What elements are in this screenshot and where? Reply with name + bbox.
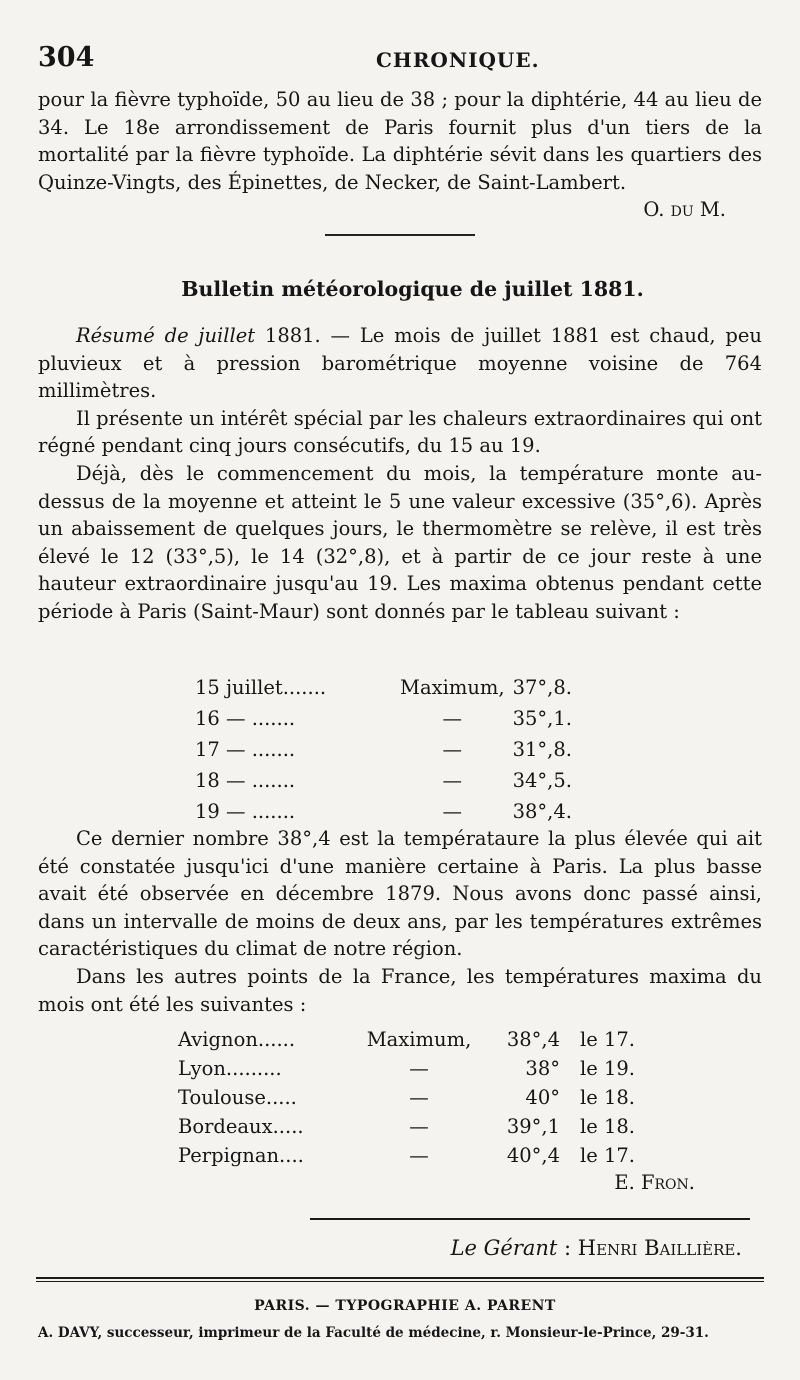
measure-cell: — [442,800,463,823]
day-cell: le 19. [580,1057,635,1080]
regions-paragraph: Dans les autres points de la France, les températures maxima du mois ont été les suivantes : [38,964,762,1016]
date-cell: 16 — ....... [195,707,296,730]
bulletin-signature: E. Fron. [614,1171,695,1194]
date-cell: 18 — ....... [195,769,296,792]
day-cell: le 18. [580,1115,635,1138]
city-cell: Lyon......... [178,1057,282,1080]
bulletin-text [38,322,762,626]
measure-cell: — [409,1115,429,1138]
temperature-cell: 38°,4. [512,800,572,823]
temperature-cell: 35°,1. [512,707,572,730]
paris-maxima-table [195,676,623,831]
continued-article [38,86,762,224]
summary-text: 1881. — Le mois de juillet 1881 est chaud, peu pluvieux et à pression barométrique moyenne voisine de 764 millimètres. [38,324,762,403]
footer-rule-bottom [36,1281,764,1282]
measure-cell: Maximum, [400,676,505,699]
heat-paragraph: Il présente un intérêt spécial par les chaleurs extraordinaires qui ont régné pendant cinq jours consécutifs, du 15 au 19. [38,406,762,458]
continued-paragraph: pour la fièvre typhoïde, 50 au lieu de 38 ; pour la diphtérie, 44 au lieu de 34. Le 18e arrondissement de Paris fournit plus d'un tiers de la mortalité par la fièvre typhoïde. La diphtérie sévit dans les quartiers des Quinze-Vingts, des Épinettes, de Necker, de Saint-Lambert. [38,88,762,194]
table-row [178,1057,660,1086]
record-paragraph: Ce dernier nombre 38°,4 est la températaure la plus élevée qui ait été constatée jusqu'ici d'une manière certaine à Paris. La plus basse avait été observée en décembre 1879. Nous avons donc passé ainsi, dans un intervalle de moins de deux ans, par les températures extrêmes caractéristiques du climat de notre région. [38,827,762,961]
temperature-cell: 38° [525,1057,560,1080]
day-cell: le 17. [580,1028,635,1051]
page-number: 304 [38,42,95,73]
summary-label: Résumé de juillet [76,324,256,347]
table-row [178,1028,660,1057]
measure-cell: Maximum, [366,1028,472,1051]
table-row [178,1086,660,1115]
temperature-paragraph: Déjà, dès le commencement du mois, la température monte au-dessus de la moyenne et atteint le 5 une valeur excessive (35°,6). Après un abaissement de quelques jours, le thermomètre se relève, il est très élevé le 12 (33°,5), le 14 (32°,8), et à partir de ce jour reste à une hauteur extraordinaire jusqu'au 19. Les maxima obtenus pendant cette période à Paris (Saint-Maur) sont donnés par le tableau suivant : [38,461,762,623]
section-divider [325,234,475,236]
table-row [195,707,623,738]
measure-cell: — [442,707,463,730]
table-row [195,769,623,800]
gerant-label: Le Gérant [450,1236,558,1260]
temperature-cell: 40° [525,1086,560,1109]
measure-cell: — [442,769,463,792]
measure-cell: — [442,738,463,761]
continued-signature: O. du M. [643,198,726,222]
city-cell: Perpignan.... [178,1144,304,1167]
city-cell: Avignon...... [178,1028,296,1051]
day-cell: le 18. [580,1086,635,1109]
running-title: CHRONIQUE. [376,48,540,72]
table-row [178,1144,660,1173]
temperature-cell: 40°,4 [506,1144,560,1167]
bulletin-title: Bulletin météorologique de juillet 1881. [181,277,644,301]
gerant-rule [310,1218,750,1220]
table-row [195,676,623,707]
temperature-cell: 39°,1 [506,1115,560,1138]
summary-paragraph [38,322,762,405]
bulletin-text-continued [38,825,762,1018]
footer-rule-top [36,1277,764,1279]
gerant-line [451,1236,742,1260]
table-row [178,1115,660,1144]
measure-cell: — [409,1086,429,1109]
city-cell: Toulouse..... [178,1086,297,1109]
date-cell: 19 — ....... [195,800,296,823]
city-cell: Bordeaux..... [178,1115,304,1138]
day-cell: le 17. [580,1144,635,1167]
measure-cell: — [409,1144,429,1167]
france-maxima-table [178,1028,660,1173]
gerant-name: Henri Baillière. [577,1236,742,1260]
temperature-cell: 34°,5. [512,769,572,792]
temperature-cell: 31°,8. [512,738,572,761]
page-header [38,42,760,76]
measure-cell: — [409,1057,429,1080]
printer-address: A. DAVY, successeur, imprimeur de la Faculté de médecine, r. Monsieur-le-Prince, 29-31. [38,1325,709,1341]
temperature-cell: 37°,8. [512,676,572,699]
temperature-cell: 38°,4 [506,1028,560,1051]
gerant-separator: : [557,1236,578,1260]
date-cell: 17 — ....... [195,738,296,761]
table-row [195,738,623,769]
date-cell: 15 juillet....... [195,676,327,699]
printer-line: PARIS. — TYPOGRAPHIE A. PARENT [254,1298,556,1314]
